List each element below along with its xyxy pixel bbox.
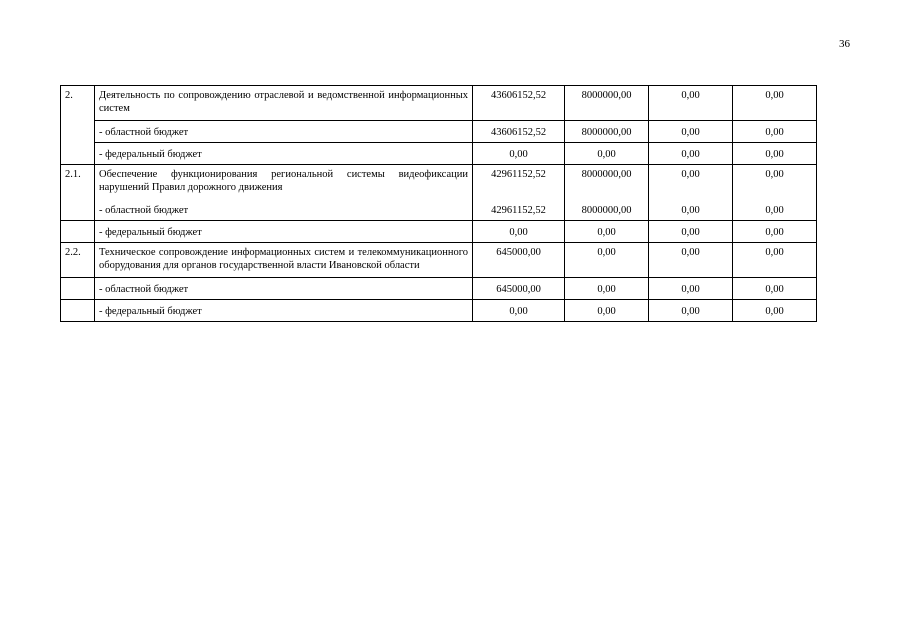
subrow-description: - областной бюджет [95, 199, 473, 221]
empty-cell [61, 300, 95, 322]
value-cell: 0,00 [649, 165, 733, 200]
value-cell: 0,00 [565, 143, 649, 165]
value-cell: 0,00 [733, 243, 817, 278]
value-cell: 0,00 [649, 221, 733, 243]
value-cell: 0,00 [733, 121, 817, 143]
value-cell: 0,00 [733, 143, 817, 165]
page-number: 36 [839, 38, 850, 50]
value-cell: 8000000,00 [565, 199, 649, 221]
table-row [61, 165, 817, 200]
value-cell: 42961152,52 [473, 165, 565, 200]
row-number: 2.2. [61, 243, 95, 278]
value-cell: 0,00 [733, 278, 817, 300]
value-cell: 42961152,52 [473, 199, 565, 221]
value-cell: 43606152,52 [473, 86, 565, 121]
empty-cell [61, 278, 95, 300]
table-row [61, 86, 817, 121]
table-row [61, 300, 817, 322]
value-cell: 0,00 [565, 243, 649, 278]
row-number: 2.1. [61, 165, 95, 200]
value-cell: 8000000,00 [565, 86, 649, 121]
empty-cell [61, 199, 95, 221]
empty-cell [61, 221, 95, 243]
value-cell: 0,00 [649, 199, 733, 221]
value-cell: 0,00 [733, 300, 817, 322]
row-description: Деятельность по сопровождению отраслевой и ведомственной информационных систем [95, 86, 473, 121]
subrow-description: - областной бюджет [95, 121, 473, 143]
value-cell: 0,00 [649, 121, 733, 143]
table-row [61, 221, 817, 243]
subrow-description: - федеральный бюджет [95, 143, 473, 165]
table-row [61, 143, 817, 165]
value-cell: 0,00 [733, 199, 817, 221]
value-cell: 0,00 [565, 221, 649, 243]
value-cell: 0,00 [565, 300, 649, 322]
value-cell: 645000,00 [473, 278, 565, 300]
row-description: Обеспечение функционирования региональной системы видеофиксации нарушений Правил дорожного движения [95, 165, 473, 200]
subrow-description: - федеральный бюджет [95, 221, 473, 243]
row-description: Техническое сопровождение информационных систем и телекоммуникационного оборудования для органов государственной власти Ивановской области [95, 243, 473, 278]
value-cell: 0,00 [649, 143, 733, 165]
value-cell: 8000000,00 [565, 121, 649, 143]
row-number: 2. [61, 86, 95, 165]
table-row [61, 243, 817, 278]
value-cell: 43606152,52 [473, 121, 565, 143]
value-cell: 0,00 [649, 300, 733, 322]
value-cell: 0,00 [733, 86, 817, 121]
value-cell: 0,00 [473, 143, 565, 165]
subrow-description: - федеральный бюджет [95, 300, 473, 322]
subrow-description: - областной бюджет [95, 278, 473, 300]
value-cell: 0,00 [649, 243, 733, 278]
table-row [61, 121, 817, 143]
value-cell: 8000000,00 [565, 165, 649, 200]
table-row [61, 278, 817, 300]
table-row [61, 199, 817, 221]
value-cell: 0,00 [649, 278, 733, 300]
value-cell: 0,00 [473, 300, 565, 322]
value-cell: 0,00 [733, 165, 817, 200]
value-cell: 0,00 [649, 86, 733, 121]
value-cell: 0,00 [565, 278, 649, 300]
value-cell: 645000,00 [473, 243, 565, 278]
budget-table [60, 85, 817, 322]
value-cell: 0,00 [473, 221, 565, 243]
value-cell: 0,00 [733, 221, 817, 243]
